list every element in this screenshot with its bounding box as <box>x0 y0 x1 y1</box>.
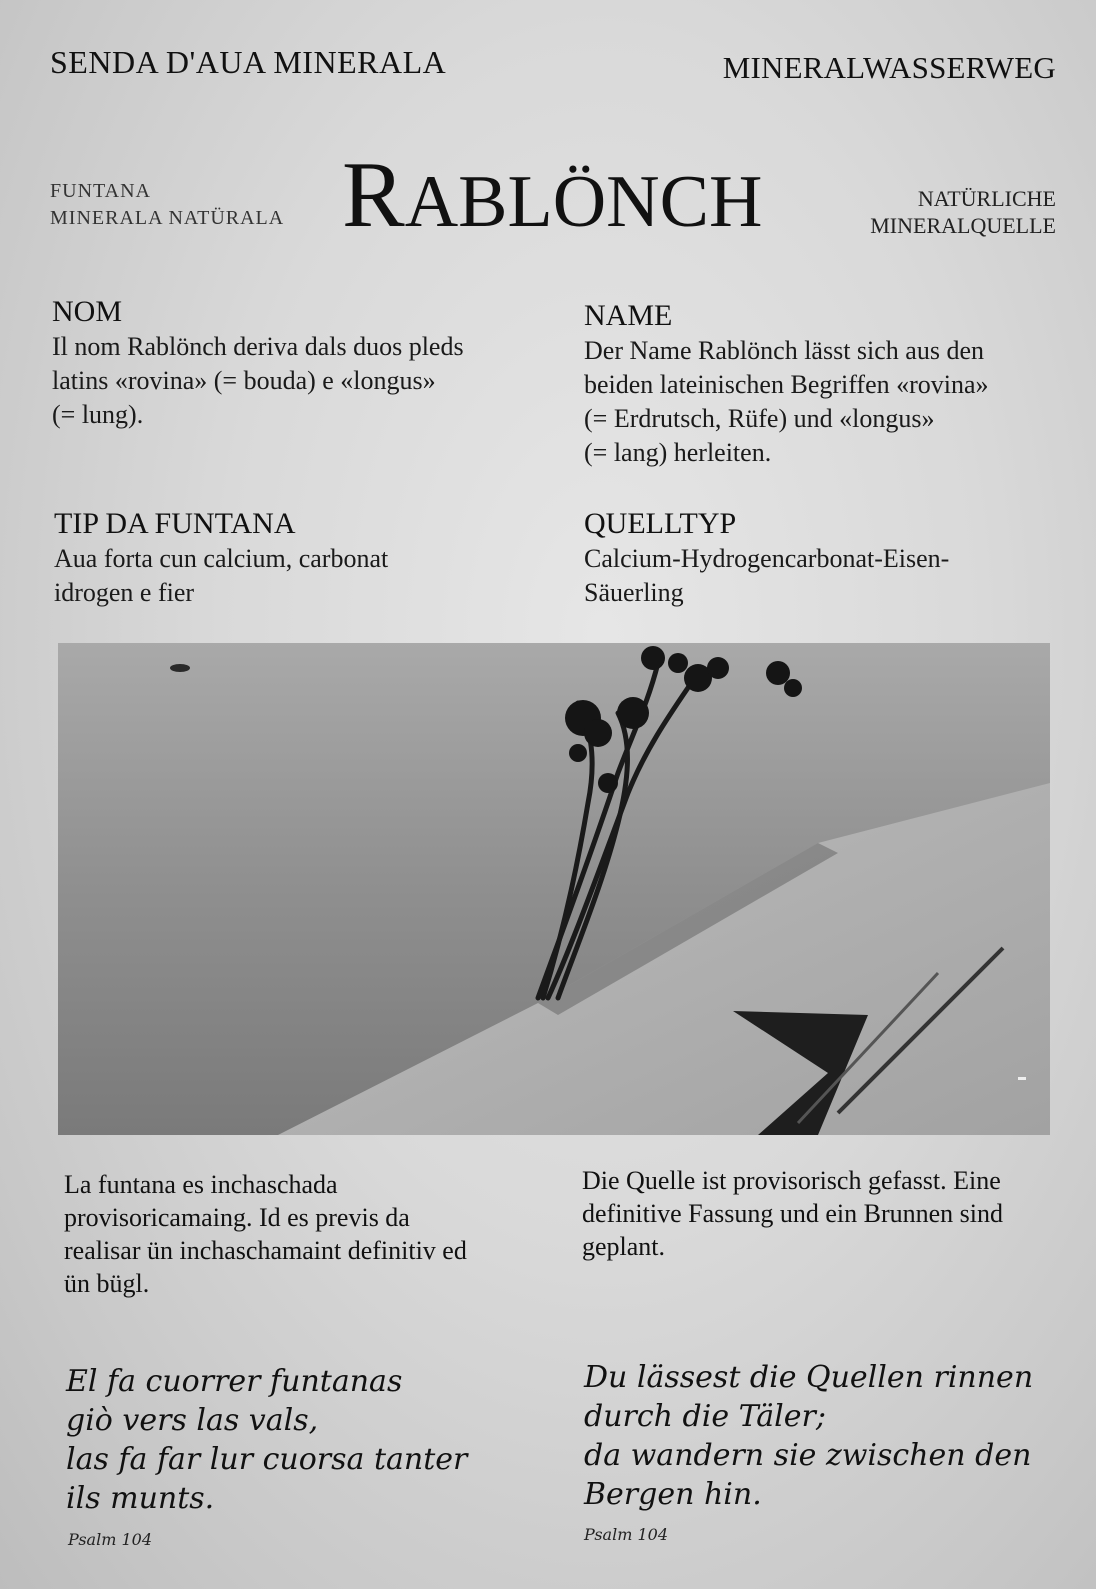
section-tip <box>54 506 534 610</box>
verse-romansh <box>66 1362 536 1518</box>
section-name-body <box>584 334 1064 470</box>
header-german-title: MINERALWASSERWEG <box>722 50 1056 85</box>
main-title-rest: ABLÖNCH <box>404 161 763 243</box>
verse-german <box>584 1358 1064 1514</box>
verse-romansh-line: ils munts. <box>66 1481 215 1516</box>
section-quelltyp-body <box>584 542 1064 610</box>
section-tip-line: idrogen e fier <box>54 578 195 607</box>
section-name-line: (= Erdrutsch, Rüfe) und «longus» <box>584 404 935 433</box>
note-romansh <box>64 1168 534 1300</box>
section-quelltyp-line: Säuerling <box>584 578 684 607</box>
section-tip-heading: TIP DA FUNTANA <box>54 507 296 540</box>
subtitle-romansh-line-1: FUNTANA <box>50 180 151 202</box>
section-quelltyp <box>584 506 1064 610</box>
note-german-line: definitive Fassung und ein Brunnen sind <box>582 1199 1004 1228</box>
note-german <box>582 1164 1052 1263</box>
section-tip-line: Aua forta cun calcium, carbonat <box>54 544 389 573</box>
verse-romansh-source: Psalm 104 <box>68 1530 152 1549</box>
section-nom <box>52 294 552 432</box>
subtitle-romansh-line-2: MINERALA NATÜRALA <box>50 207 285 229</box>
section-name-line: (= lang) herleiten. <box>584 438 772 467</box>
section-quelltyp-line: Calcium-Hydrogencarbonat-Eisen- <box>584 544 950 573</box>
subtitle-german <box>870 185 1056 239</box>
verse-romansh-line: las fa far lur cuorsa tanter <box>66 1442 468 1477</box>
verse-german-line: Du lässest die Quellen rinnen <box>584 1360 1034 1395</box>
section-nom-body <box>52 330 552 432</box>
section-quelltyp-heading: QUELLTYP <box>584 507 737 540</box>
subtitle-german-line-1: NATÜRLICHE <box>917 186 1056 211</box>
verse-german-source: Psalm 104 <box>584 1525 668 1544</box>
verse-german-line: Bergen hin. <box>584 1477 762 1512</box>
note-romansh-line: ün bügl. <box>64 1269 150 1298</box>
verse-german-line: durch die Täler; <box>584 1399 826 1434</box>
section-nom-heading: NOM <box>52 295 123 328</box>
main-title-initial: R <box>342 143 405 247</box>
section-name <box>584 298 1064 470</box>
section-name-heading: NAME <box>584 299 673 332</box>
section-tip-body <box>54 542 534 610</box>
section-name-line: Der Name Rablönch lässt sich aus den <box>584 336 985 365</box>
subtitle-romansh <box>50 178 284 232</box>
section-nom-line: (= lung). <box>52 400 144 429</box>
note-romansh-line: La funtana es inchaschada <box>64 1170 338 1199</box>
note-romansh-line: realisar ün inchaschamaint definitiv ed <box>64 1236 467 1265</box>
header-romansh-title: SENDA D'AUA MINERALA <box>50 44 447 80</box>
main-title <box>342 140 762 257</box>
verse-german-line: da wandern sie zwischen den <box>584 1438 1032 1473</box>
subtitle-german-line-2: MINERALQUELLE <box>870 213 1056 238</box>
note-german-line: geplant. <box>582 1232 666 1261</box>
spring-photo <box>58 643 1050 1135</box>
section-nom-line: Il nom Rablönch deriva dals duos pleds <box>52 332 464 361</box>
section-name-line: beiden lateinischen Begriffen «rovina» <box>584 370 989 399</box>
note-german-line: Die Quelle ist provisorisch gefasst. Eine <box>582 1166 1001 1195</box>
verse-romansh-line: giò vers las vals, <box>66 1403 319 1438</box>
section-nom-line: latins «rovina» (= bouda) e «longus» <box>52 366 436 395</box>
spring-photo-illustration <box>58 643 1050 1135</box>
verse-romansh-line: El fa cuorrer funtanas <box>66 1364 403 1399</box>
note-romansh-line: provisoricamaing. Id es previs da <box>64 1203 410 1232</box>
